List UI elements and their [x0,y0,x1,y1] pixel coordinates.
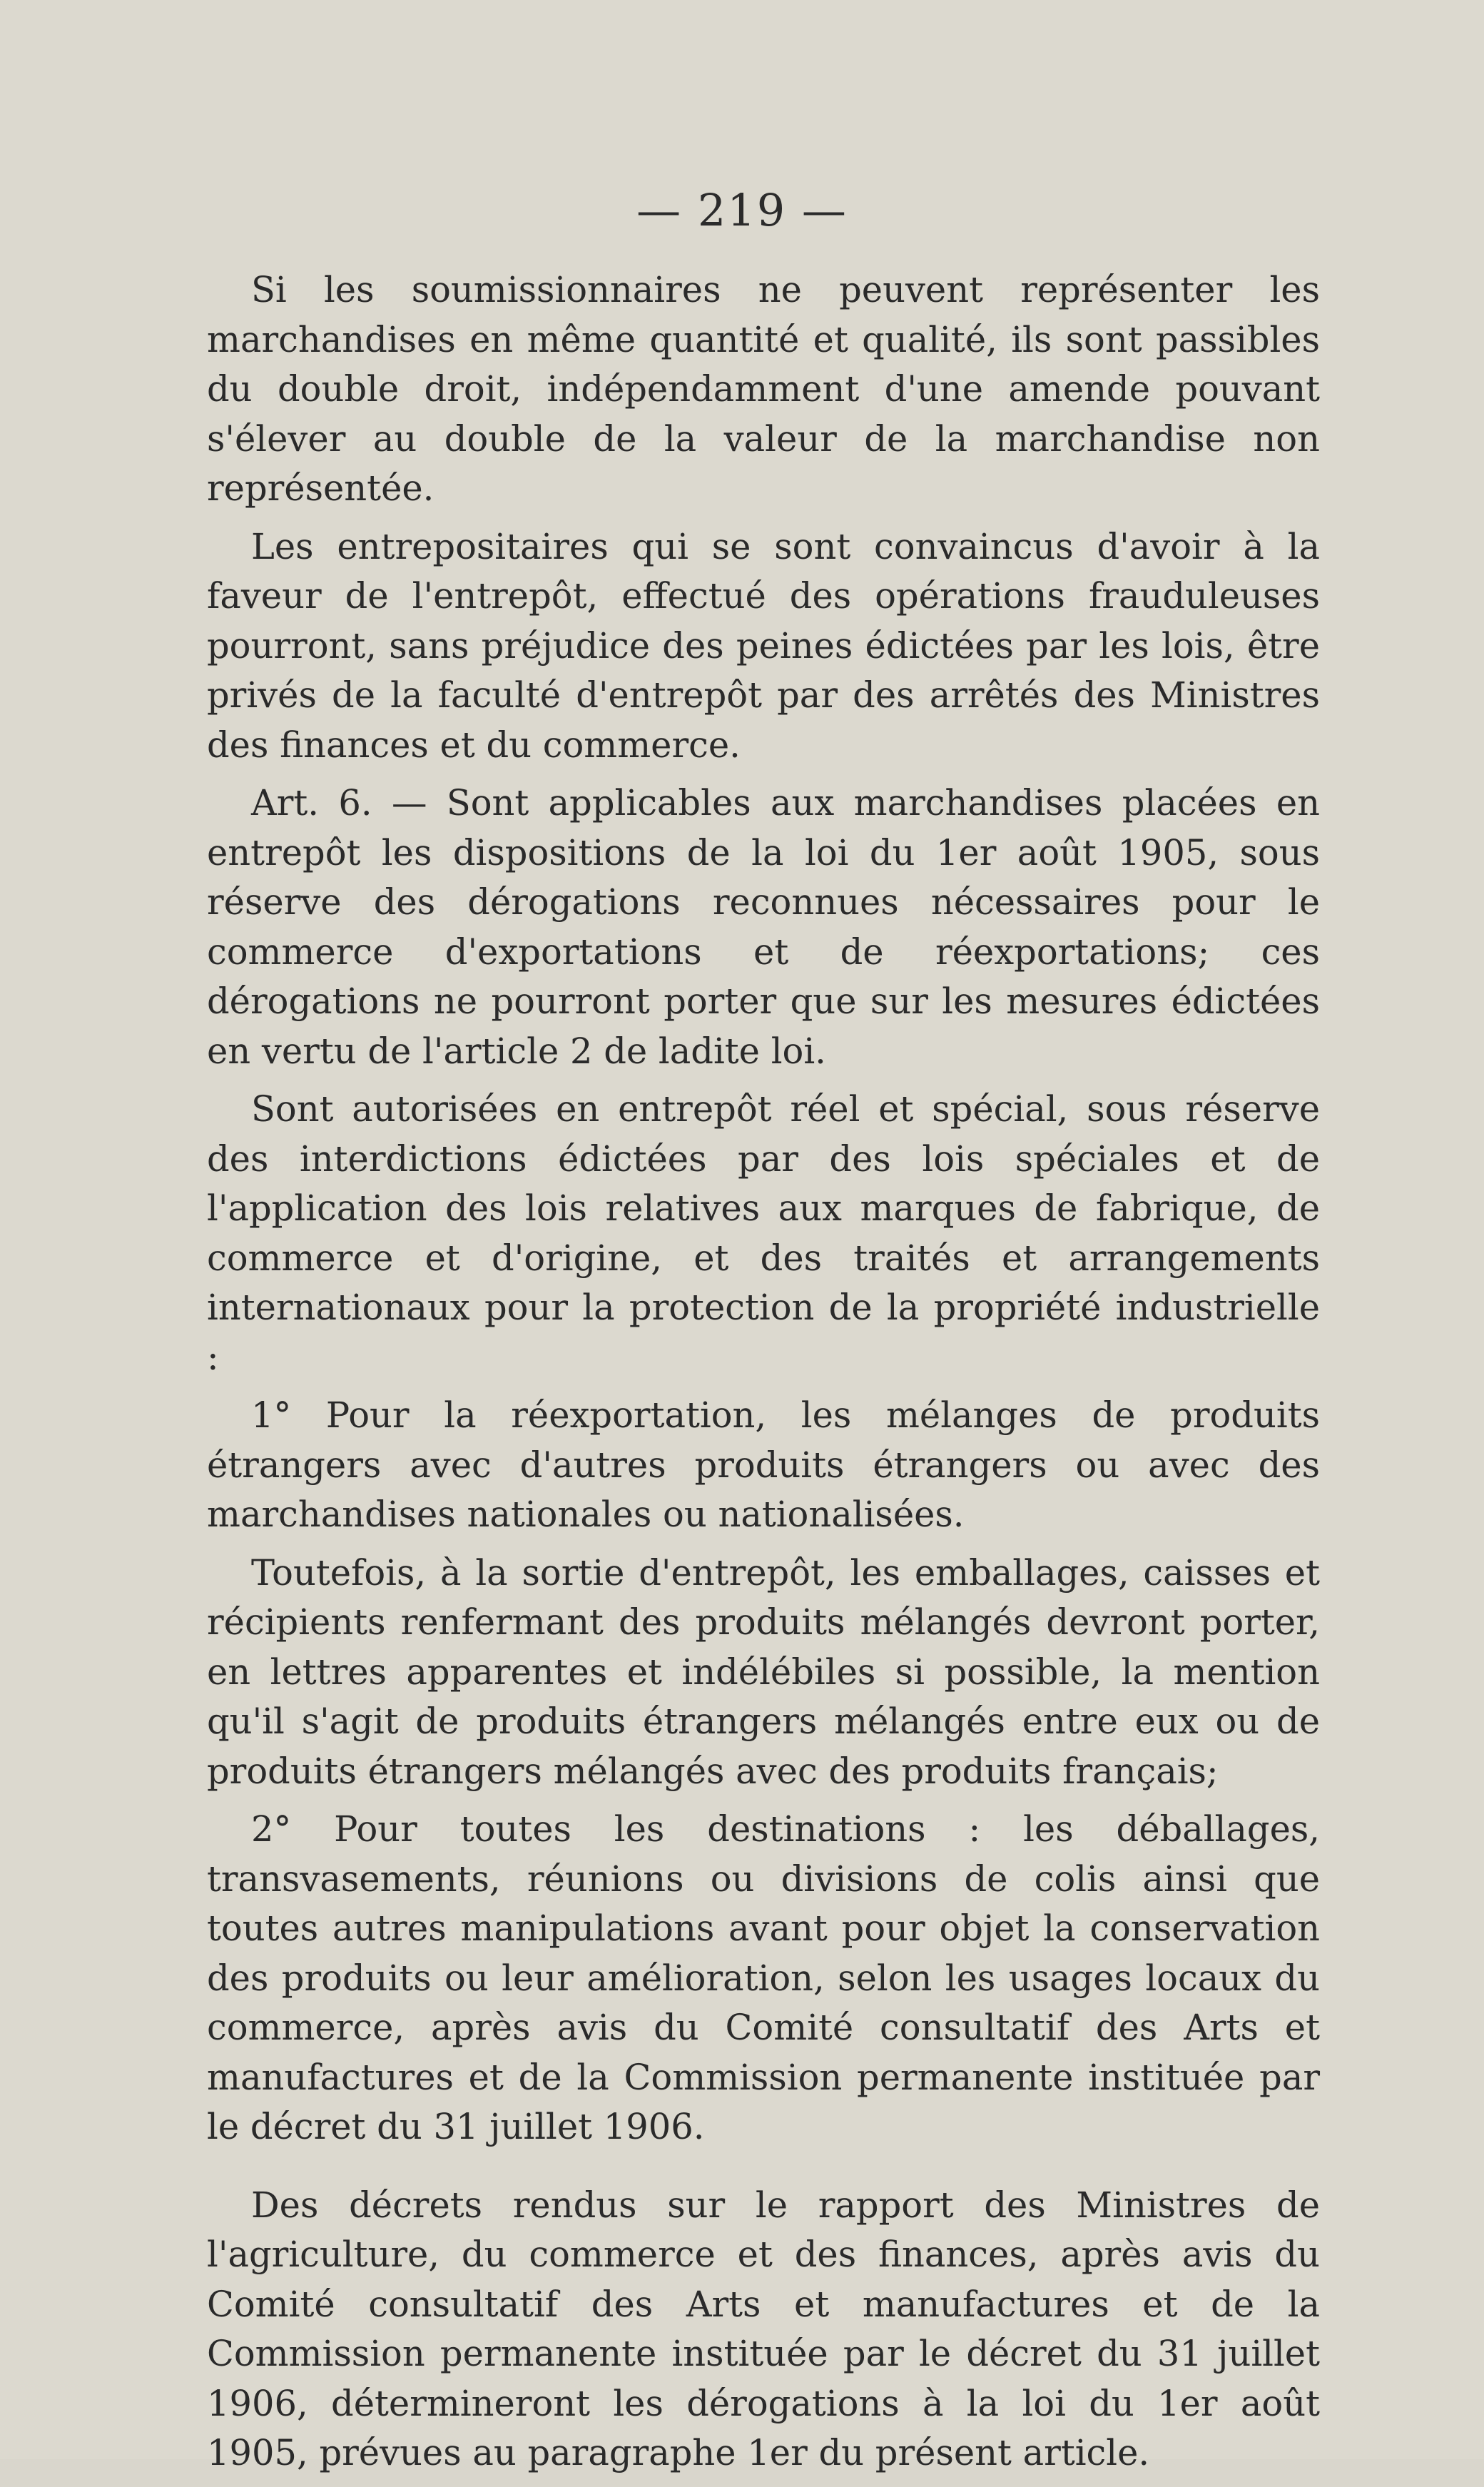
paragraph-decrets: Des décrets rendus sur le rapport des Ministres de l'agriculture, du commerce et des finances, après avis du Comité consultatif des Arts et manufactures et de la Commission permanente instituée par le décret du 31 juillet 1906, détermineront les dérogations à la loi du 1er août 1905, prévues au paragraphe 1er du présent article. [207,2184,1320,2473]
paragraph-point-2: 2° Pour toutes les destinations : les déballages, transvasements, réunions ou divisions de colis ainsi que toutes autres manipulations avant pour objet la conservation des produits ou leur amélioration, selon les usages locaux du commerce, après avis du Comité consultatif des Arts et manufactures et de la Commission permanente instituée par le décret du 31 juillet 1906. [207,1808,1320,2147]
page-body [207,265,1320,2487]
paragraph-point-1: 1° Pour la réexportation, les mélanges de produits étrangers avec d'autres produits étrangers ou avec des marchandises nationales ou nationalisées. [207,1394,1320,1535]
paragraph-soumissionnaires: Si les soumissionnaires ne peuvent représenter les marchandises en même quantité et qualité, ils sont passibles du double droit, indépendamment d'une amende pouvant s'élever au double de la valeur de la marchandise non représentée. [207,269,1320,509]
paragraph-toutefois: Toutefois, à la sortie d'entrepôt, les emballages, caisses et récipients renfermant des produits mélangés devront porter, en lettres apparentes et indélébiles si possible, la mention qu'il s'agit de produits étrangers mélangés entre eux ou de produits étrangers mélangés avec des produits français; [207,1551,1320,1792]
paragraph-entrepositaires: Les entrepositaires qui se sont convaincus d'avoir à la faveur de l'entrepôt, effectué des opérations frauduleuses pourront, sans préjudice des peines édictées par les lois, être privés de la faculté d'entrepôt par des arrêtés des Ministres des finances et du commerce. [207,525,1320,766]
paragraph-autorisations: Sont autorisées en entrepôt réel et spécial, sous réserve des interdictions édictées par des lois spéciales et de l'application des lois relatives aux marques de fabrique, de commerce et d'origine, et des traités et arrangements internationaux pour la protection de la propriété industrielle : [207,1088,1320,1378]
page-number: — 219 — [636,184,848,236]
paragraph-article-6: Art. 6. — Sont applicables aux marchandises placées en entrepôt les dispositions de la loi du 1er août 1905, sous réserve des dérogations reconnues nécessaires pour le commerce d'exportations et de réexportations; ces dérogations ne pourront porter que sur les mesures édictées en vertu de l'article 2 de ladite loi. [207,782,1320,1072]
